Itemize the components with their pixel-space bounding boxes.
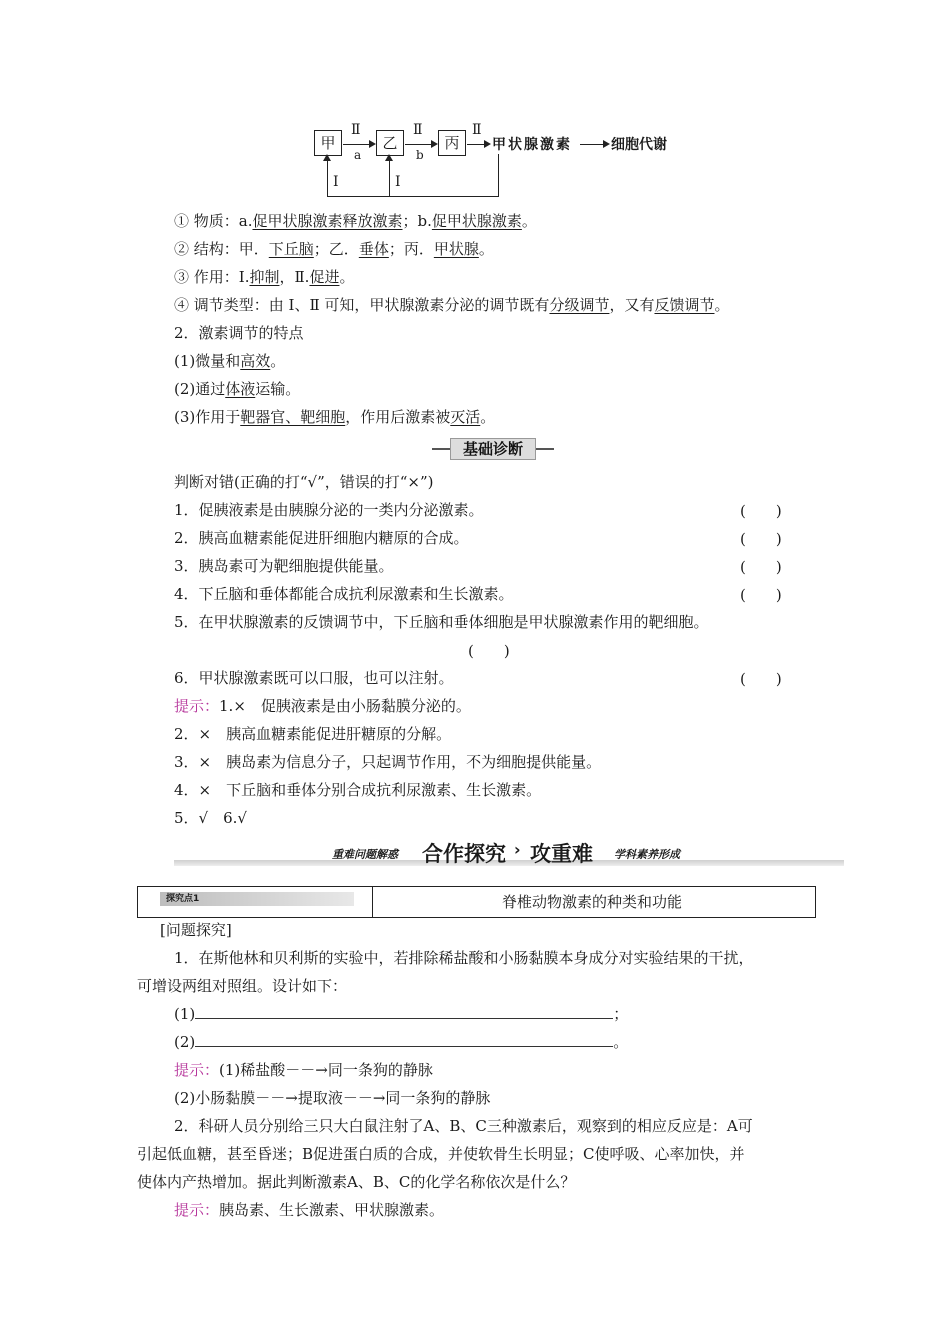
feedback-down-line bbox=[498, 154, 499, 196]
label-i-1: Ⅰ bbox=[333, 174, 339, 190]
hint-label: 提示： bbox=[174, 1061, 220, 1079]
box-yi: 乙 bbox=[376, 130, 404, 156]
question-1-line-2: 可增设两组对照组。设计如下： bbox=[137, 977, 348, 995]
question-2-line-1: 2．科研人员分别给三只大白鼠注射了A、B、C三种激素后，观察到的相应反应是：A可 bbox=[174, 1117, 753, 1135]
banner-dash-left bbox=[432, 448, 450, 450]
banner-bar bbox=[174, 860, 844, 866]
banner-title-2: 攻重难 bbox=[530, 842, 593, 866]
cooperative-inquiry-banner bbox=[174, 838, 844, 874]
diagnosis-item-4: 4．下丘脑和垂体都能合成抗利尿激素和生长激素。 bbox=[174, 585, 514, 603]
feature-2: (2)通过体液运输。 bbox=[174, 380, 301, 398]
inquiry-hint-2: (2)小肠黏膜－－→提取液－－→同一条狗的静脉 bbox=[174, 1089, 491, 1107]
feedback-arrow-yi bbox=[389, 156, 390, 196]
feature-3: (3)作用于靶器官、靶细胞，作用后激素被灭活。 bbox=[174, 408, 496, 426]
answer-paren-5[interactable]: ( ) bbox=[468, 642, 510, 660]
banner-left-subtitle: 重难问题解惑 bbox=[332, 848, 398, 861]
arrow-yi-bing bbox=[405, 144, 436, 145]
label-i-2: Ⅰ bbox=[395, 174, 401, 190]
label-ii-3: Ⅱ bbox=[472, 122, 482, 138]
diagnosis-hint-4: 4．× 下丘脑和垂体分别合成抗利尿激素、生长激素。 bbox=[174, 781, 542, 799]
label-a: a bbox=[354, 148, 362, 162]
diagnosis-hint-2: 2．× 胰高血糖素能促进肝糖原的分解。 bbox=[174, 725, 452, 743]
diagnosis-item-1: 1．促胰液素是由胰腺分泌的一类内分泌激素。 bbox=[174, 501, 484, 519]
diagnosis-item-3: 3．胰岛素可为靶细胞提供能量。 bbox=[174, 557, 394, 575]
features-title: 2．激素调节的特点 bbox=[174, 324, 304, 342]
answer-paren-6[interactable]: ( ) bbox=[740, 670, 782, 688]
thyroid-hormone-label: 甲状腺激素 bbox=[492, 137, 572, 153]
label-b: b bbox=[416, 148, 424, 162]
diagnosis-banner-title: 基础诊断 bbox=[450, 438, 536, 460]
answer-paren-4[interactable]: ( ) bbox=[740, 586, 782, 604]
hint-label: 提示： bbox=[174, 1201, 220, 1219]
point-function: ③ 作用：Ⅰ.抑制，Ⅱ.促进。 bbox=[174, 268, 355, 286]
label-ii-1: Ⅱ bbox=[351, 122, 361, 138]
point-regulation-type: ④ 调节类型：由 Ⅰ、Ⅱ 可知，甲状腺激素分泌的调节既有分级调节，又有反馈调节。 bbox=[174, 296, 730, 314]
diagnosis-item-6: 6．甲状腺激素既可以口服，也可以注射。 bbox=[174, 669, 454, 687]
point-structure: ② 结构：甲．下丘脑；乙．垂体；丙．甲状腺。 bbox=[174, 240, 494, 258]
banner-separator-icon: › bbox=[514, 840, 521, 859]
inquiry-point-header bbox=[137, 886, 816, 918]
box-jia: 甲 bbox=[314, 130, 342, 156]
inquiry-hint-3: 提示：胰岛素、生长激素、甲状腺激素。 bbox=[174, 1201, 445, 1219]
feedback-arrow-jia bbox=[327, 156, 328, 196]
cell-metabolism-label: 细胞代谢 bbox=[611, 137, 667, 153]
inquiry-point-tag: 探究点1 bbox=[160, 892, 354, 906]
question-2-line-3: 使体内产热增加。据此判断激素A、B、C的化学名称依次是什么？ bbox=[137, 1173, 576, 1191]
inquiry-hint-1: 提示：(1)稀盐酸－－→同一条狗的静脉 bbox=[174, 1061, 433, 1079]
diagnosis-hint-5: 5．√ 6.√ bbox=[174, 809, 247, 827]
diagnosis-banner bbox=[432, 436, 558, 462]
diagnosis-hint-3: 3．× 胰岛素为信息分子，只起调节作用，不为细胞提供能量。 bbox=[174, 753, 602, 771]
feature-1: (1)微量和高效。 bbox=[174, 352, 286, 370]
blank-row-2: (2) 。 bbox=[174, 1033, 629, 1051]
answer-blank-1[interactable] bbox=[195, 1004, 613, 1019]
point-substance: ① 物质：a.促甲状腺激素释放激素；b.促甲状腺激素。 bbox=[174, 212, 537, 230]
diagnosis-item-2: 2．胰高血糖素能促进肝细胞内糖原的合成。 bbox=[174, 529, 469, 547]
arrow-jia-yi bbox=[343, 144, 374, 145]
diagnosis-item-5: 5．在甲状腺激素的反馈调节中，下丘脑和垂体细胞是甲状腺激素作用的靶细胞。 bbox=[174, 613, 709, 631]
answer-blank-2[interactable] bbox=[195, 1032, 613, 1047]
feedback-bottom-line bbox=[327, 196, 499, 197]
arrow-bing-hormone bbox=[467, 144, 489, 145]
banner-dash-right bbox=[536, 448, 554, 450]
banner-right-subtitle: 学科素养形成 bbox=[614, 848, 680, 861]
diagnosis-instruction: 判断对错(正确的打“√”，错误的打“×”) bbox=[174, 473, 434, 491]
answer-paren-3[interactable]: ( ) bbox=[740, 558, 782, 576]
diagnosis-hint-1: 提示：1.× 促胰液素是由小肠黏膜分泌的。 bbox=[174, 697, 471, 715]
blank-row-1: (1) ； bbox=[174, 1005, 629, 1023]
inquiry-topic: 脊椎动物激素的种类和功能 bbox=[502, 893, 683, 911]
arrow-hormone-metabolism bbox=[580, 144, 608, 145]
table-divider bbox=[372, 887, 373, 917]
answer-paren-1[interactable]: ( ) bbox=[740, 502, 782, 520]
label-ii-2: Ⅱ bbox=[413, 122, 423, 138]
banner-title-1: 合作探究 bbox=[422, 842, 506, 866]
hint-label: 提示： bbox=[174, 697, 220, 715]
inquiry-heading: [问题探究] bbox=[160, 921, 232, 939]
box-bing: 丙 bbox=[438, 130, 466, 156]
question-2-line-2: 引起低血糖，甚至昏迷；B促进蛋白质的合成，并使软骨生长明显；C使呼吸、心率加快，并 bbox=[137, 1145, 745, 1163]
answer-paren-2[interactable]: ( ) bbox=[740, 530, 782, 548]
question-1-line-1: 1．在斯他林和贝利斯的实验中，若排除稀盐酸和小肠黏膜本身成分对实验结果的干扰， bbox=[174, 949, 754, 967]
